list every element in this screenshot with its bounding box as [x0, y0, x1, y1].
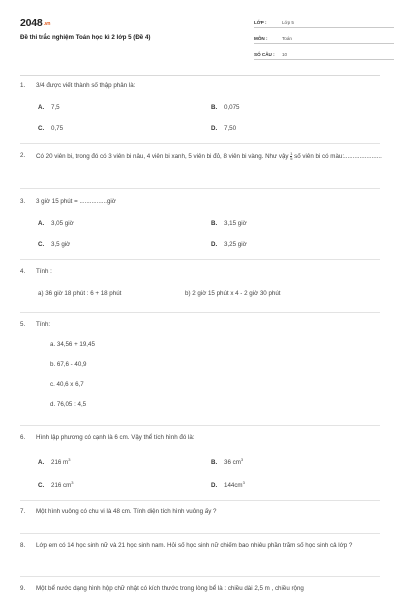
question-divider — [20, 188, 380, 189]
option-text: 7,5 — [51, 104, 60, 111]
option-text: 3,25 giờ — [224, 241, 247, 248]
option-c[interactable] — [38, 241, 70, 249]
question-divider — [20, 259, 380, 260]
option-b[interactable] — [211, 457, 243, 467]
sub-question-b: b) 2 giờ 15 phút x 4 - 2 giờ 30 phút — [185, 290, 281, 297]
exam-meta — [254, 16, 394, 60]
option-c[interactable] — [38, 125, 63, 133]
question-number: 4. — [20, 268, 26, 275]
option-d[interactable] — [211, 125, 236, 133]
question-number: 6. — [20, 434, 26, 441]
logo-suffix: .vn — [43, 21, 51, 27]
class-label: LỚP : — [254, 19, 267, 25]
exponent: 3 — [71, 480, 74, 485]
option-a[interactable] — [38, 104, 60, 112]
question-5 — [20, 321, 382, 329]
option-text: 0,075 — [224, 104, 240, 111]
subject-value: Toán — [282, 35, 292, 41]
option-letter: C. — [38, 241, 45, 248]
option-letter: D. — [211, 125, 218, 132]
question-text: Một bể nước dạng hình hộp chữ nhật có kích thước trong lòng bể là : chiều dài 2,5 m , chiều rộng — [36, 585, 304, 592]
option-text: 3,05 giờ — [51, 220, 74, 227]
question-number: 8. — [20, 542, 26, 549]
option-letter: B. — [211, 104, 218, 111]
exponent: 3 — [242, 480, 245, 485]
option-letter: B. — [211, 459, 218, 467]
option-letter: D. — [211, 482, 218, 490]
option-a[interactable] — [38, 220, 74, 228]
question-text: Một hình vuông có chu vi là 48 cm. Tính diện tích hình vuông ấy ? — [36, 508, 217, 515]
option-text: 7,50 — [224, 125, 237, 132]
meta-class-row — [254, 16, 394, 28]
logo-text: 2048 — [20, 17, 43, 29]
option-text: 3,15 giờ — [224, 220, 247, 227]
sub-item: c. 40,6 x 6,7 — [50, 381, 84, 388]
option-b[interactable] — [211, 220, 247, 228]
option-c[interactable] — [38, 480, 74, 490]
question-text: Tính: — [36, 321, 51, 328]
count-value: 10 — [282, 51, 288, 57]
question-text — [36, 152, 382, 162]
option-letter: D. — [211, 241, 218, 248]
question-divider — [20, 500, 380, 501]
option-letter: B. — [211, 220, 218, 227]
question-4 — [20, 268, 382, 276]
exponent: 3 — [240, 457, 244, 462]
option-a[interactable] — [38, 457, 70, 467]
option-letter: A. — [38, 220, 45, 227]
meta-subject-row — [254, 32, 394, 44]
question-text: Lớp em có 14 học sinh nữ và 21 học sinh nam. Hỏi số học sinh nữ chiếm bao nhiêu phần trăm số học sinh cả lớp ? — [36, 542, 353, 549]
class-value: Lớp 5 — [282, 19, 294, 25]
option-text: 3,5 giờ — [51, 241, 71, 248]
question-8 — [20, 542, 382, 550]
count-label: SỐ CÂU : — [254, 51, 275, 57]
option-text: 0,75 — [51, 125, 64, 132]
exponent: 3 — [68, 457, 71, 462]
question-7 — [20, 508, 382, 516]
option-b[interactable] — [211, 104, 239, 112]
question-number: 1. — [20, 82, 26, 89]
exam-header — [20, 16, 380, 72]
header-divider — [20, 75, 380, 76]
sub-item: a. 34,56 + 19,45 — [50, 341, 95, 348]
option-text: 216 m — [51, 459, 69, 467]
sub-item: b. 67,6 - 40,9 — [50, 361, 87, 368]
question-3 — [20, 198, 382, 206]
option-letter: A. — [38, 104, 45, 111]
question-divider — [20, 576, 380, 577]
question-text-start: Có 20 viên bi, trong đó có 3 viên bi nâu, 4 viên bi xanh, 5 viên bi đỏ, 8 viên bi vàng. Như vậy — [36, 153, 291, 161]
question-number: 5. — [20, 321, 26, 328]
subject-label: MÔN : — [254, 35, 268, 41]
question-number: 9. — [20, 585, 26, 592]
question-number: 7. — [20, 508, 26, 515]
exam-title: Đề thi trắc nghiệm Toán học kì 2 lớp 5 (Đề 4) — [20, 34, 151, 41]
question-divider — [20, 312, 380, 313]
option-d[interactable] — [211, 241, 247, 249]
option-d[interactable] — [211, 480, 245, 490]
question-text: Tính : — [36, 268, 52, 275]
site-logo[interactable] — [20, 16, 50, 30]
question-divider — [20, 533, 380, 534]
option-letter: C. — [38, 125, 45, 132]
question-divider — [20, 425, 380, 426]
question-1 — [20, 82, 382, 90]
question-6 — [20, 434, 382, 442]
question-text: 3/4 được viết thành số thập phân là: — [36, 82, 136, 89]
meta-count-row — [254, 48, 394, 60]
question-number: 3. — [20, 198, 26, 205]
question-text-end: số viên bi có màu:...................... — [292, 153, 382, 161]
fraction-denominator: 5 — [290, 156, 293, 161]
option-text: 144cm — [224, 482, 243, 490]
question-divider — [20, 143, 380, 144]
option-text: 216 cm — [51, 482, 72, 490]
question-text: 3 giờ 15 phút = ................giờ — [36, 198, 116, 205]
question-text: Hình lập phương có cạnh là 6 cm. Vậy thể tích hình đó là: — [36, 434, 195, 441]
option-letter: A. — [38, 459, 45, 467]
question-2 — [20, 152, 382, 162]
question-number: 2. — [20, 152, 26, 159]
sub-item: d. 76,05 : 4,5 — [50, 401, 87, 408]
option-text: 36 cm — [224, 459, 241, 467]
option-letter: C. — [38, 482, 45, 490]
sub-question-a: a) 36 giờ 18 phút : 6 + 18 phút — [38, 290, 122, 297]
fraction-numerator: 1 — [290, 151, 293, 156]
question-9 — [20, 585, 382, 593]
